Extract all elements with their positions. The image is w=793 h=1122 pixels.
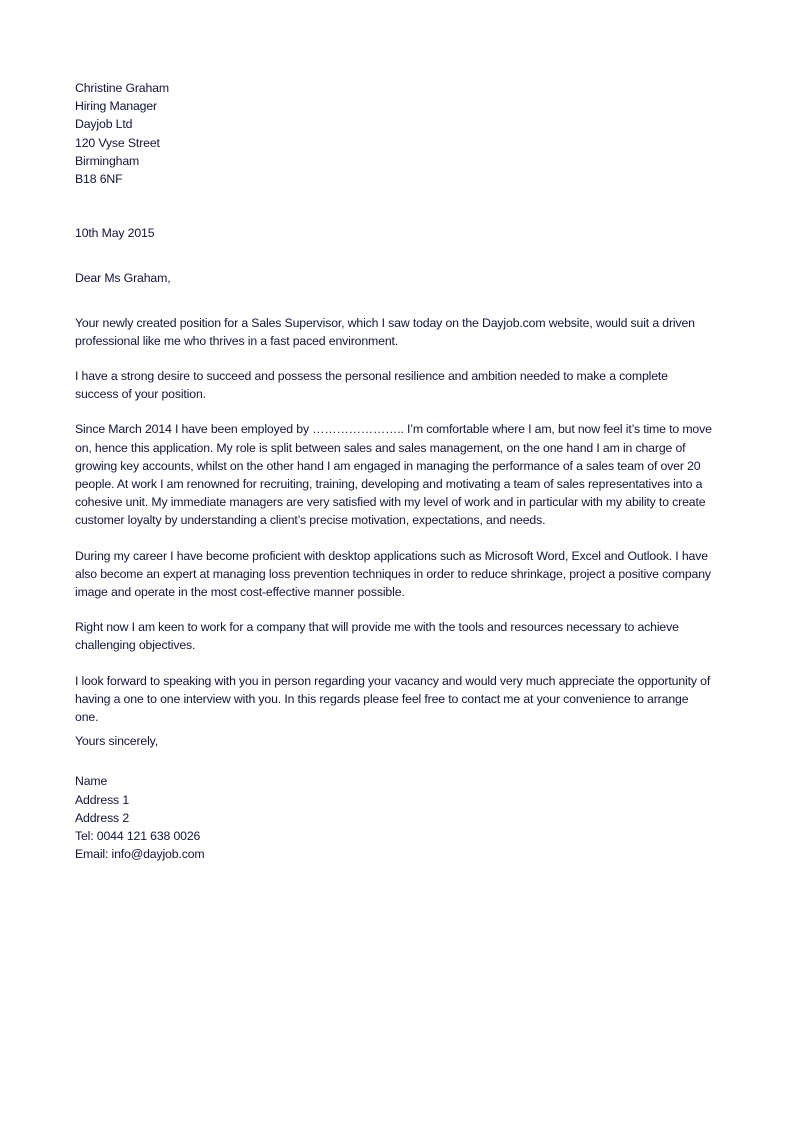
letter-body bbox=[75, 79, 712, 864]
letter-date: 10th May 2015 bbox=[75, 226, 155, 241]
recipient-address-block bbox=[75, 79, 712, 188]
body-paragraph: Since March 2014 I have been employed by ………………….. I’m comfortable where I am, but now feel it’s time to move on, hence this application. My role is split between sales and sales management, on the one hand I am in charge of growing key accounts, whilst on the other hand I am engaged in managing the performance of a sales team of over 20 people. At work I am renowned for recruiting, training, developing and motivating a team of sales representatives into a cohesive unit. My immediate managers are very satisfied with my level of work and in particular with my ability to create customer loyalty by understanding a client’s precise motivation, expectations, and needs. bbox=[75, 422, 712, 528]
recipient-line: Birmingham bbox=[75, 153, 140, 168]
sender-line: Address 2 bbox=[75, 810, 130, 825]
recipient-line: Christine Graham bbox=[75, 81, 169, 95]
letter-salutation: Dear Ms Graham, bbox=[75, 271, 171, 286]
sender-email: Email: info@dayjob.com bbox=[75, 847, 205, 862]
recipient-line: Dayjob Ltd bbox=[75, 117, 133, 132]
body-paragraph: During my career I have become proficient with desktop applications such as Microsoft Word, Excel and Outlook. I have also become an expert at managing loss prevention techniques in order to reduce shrinkage, project a positive company image and operate in the most cost-effective manner possible. bbox=[75, 548, 711, 600]
sender-contact-block bbox=[75, 772, 712, 863]
recipient-line: Hiring Manager bbox=[75, 99, 157, 114]
sender-line: Address 1 bbox=[75, 792, 130, 807]
body-paragraph: I have a strong desire to succeed and possess the personal resilience and ambition needed to make a complete success of your position. bbox=[75, 369, 668, 402]
sender-phone: Tel: 0044 121 638 0026 bbox=[75, 829, 201, 844]
body-paragraph: Your newly created position for a Sales Supervisor, which I saw today on the Dayjob.com website, would suit a driven professional like me who thrives in a fast paced environment. bbox=[75, 315, 695, 348]
recipient-line: 120 Vyse Street bbox=[75, 135, 160, 150]
sender-line: Name bbox=[75, 774, 108, 789]
letter-closing: Yours sincerely, bbox=[75, 734, 159, 749]
body-paragraph: Right now I am keen to work for a company that will provide me with the tools and resources necessary to achieve challenging objectives. bbox=[75, 620, 679, 653]
recipient-line: B18 6NF bbox=[75, 172, 123, 187]
body-paragraph: I look forward to speaking with you in person regarding your vacancy and would very much appreciate the opportunity of having a one to one interview with you. In this regards please feel free to contact me at your convenience to arrange one. bbox=[75, 673, 711, 725]
